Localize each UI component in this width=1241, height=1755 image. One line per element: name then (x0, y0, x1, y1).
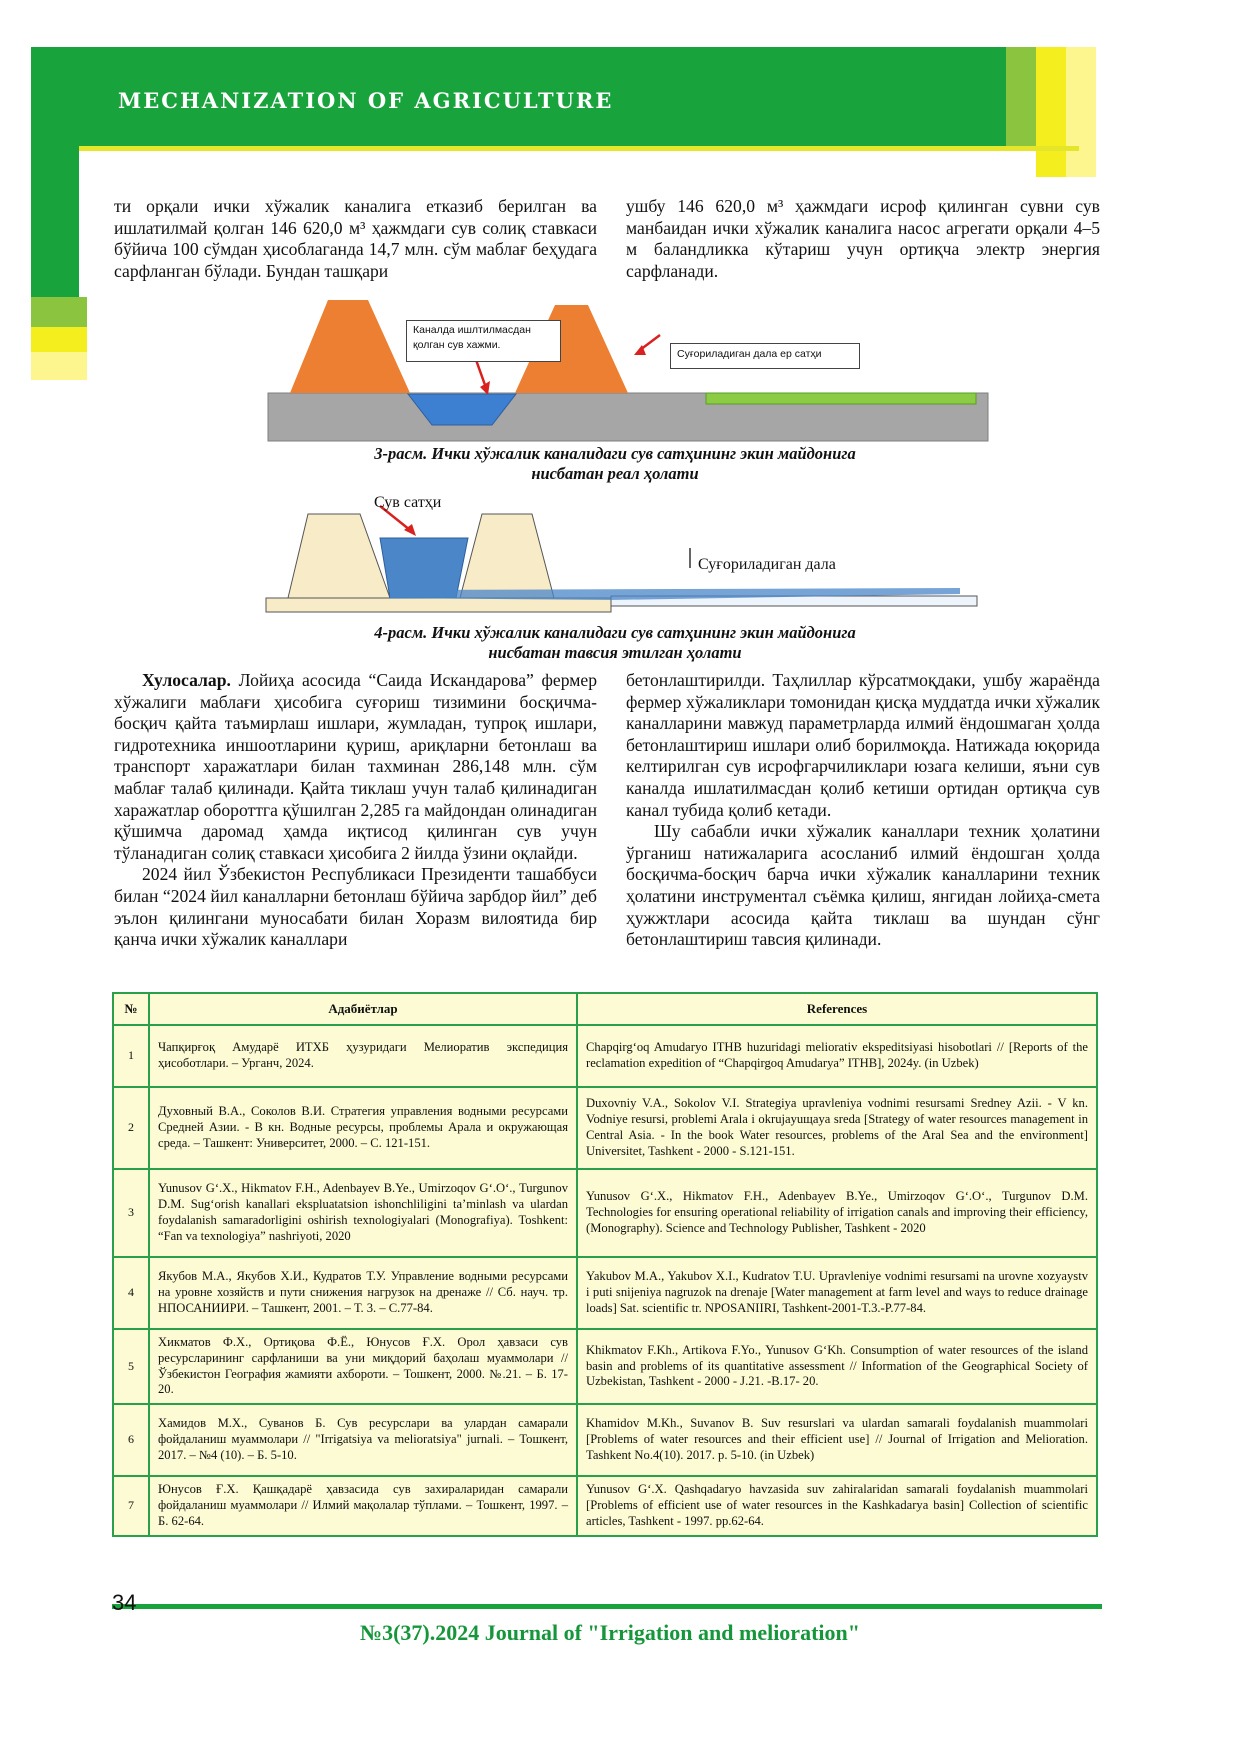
figure-3-caption (200, 444, 1030, 484)
intro-left-column (114, 196, 597, 282)
caption-line: 3-расм. Ички хўжалик каналидаги сув сатҳининг экин майдонига (374, 444, 856, 463)
header-stripe (1066, 47, 1096, 177)
reference-number: 4 (113, 1257, 149, 1329)
table-row (113, 1257, 1097, 1329)
reference-number: 3 (113, 1169, 149, 1257)
side-bar (31, 297, 87, 327)
reference-original: Yunusov G‘.X., Hikmatov F.H., Adenbayev B.Ye., Umirzoqov G‘.O‘., Turgunov D.M. Sug‘orish kanallari ekspluatatsion ishonchliligini ta’minlash va ulardan foydalanish samaradorligini oshirish texnologiyalari (Monografiya). Toshkent: “Fan va texnologiya” nashriyoti, 2020 (149, 1169, 577, 1257)
section-title: MECHANIZATION OF AGRICULTURE (118, 88, 614, 113)
reference-english: Khamidov M.Kh., Suvanov B. Suv resurslari va ulardan samarali foydalanish muammolari [Problems of water resources and their efficient use] // Journal of Irrigation and Melioration. Tashkent No.4(10). 2017. p. 5-10. (in Uzbek) (577, 1404, 1097, 1476)
reference-number: 1 (113, 1025, 149, 1087)
reference-number: 7 (113, 1476, 149, 1536)
figure-4-label-field: Суғориладиган дала (698, 556, 836, 573)
column-header-number: № (113, 993, 149, 1025)
reference-english: Yunusov G‘.X., Hikmatov F.H., Adenbayev B.Ye., Umirzoqov G‘.O‘., Turgunov D.M. Technologies for ensuring operational reliability of irrigation canals and improving their efficiency, (Monography). Science and Technology Publisher, Tashkent - 2020 (577, 1169, 1097, 1257)
conclusion-paragraph: бетонлаштирилди. Таҳлиллар кўрсатмоқдаки, ушбу жараёнда фермер хўжаликлари томонидан қисқа муддатда ички хўжалик каналларини мавжуд параметрларда илмий ёндошмаган ҳолда бетонлаштириш ишлари олиб борилмоқда. Натижада юқорида келтирилган сув исрофгарчиликлари юзага келиши, яъни сув каналда ишлатилмасдан қолиб кетиши ортидан ортиқча сув канал тубида қолиб кетади. (626, 670, 1100, 820)
conclusion-right-column (626, 670, 1100, 951)
intro-left-text: ти орқали ички хўжалик каналига етказиб берилган ва ишлатилмай қолган 146 620,0 м³ ҳажмдаги сув солиқ ставкаси бўйича 100 сўмдан ҳисоблаганда 14,7 млн. сўм маблағ беҳудага сарфланган бўлади. Бундан ташқари (114, 196, 597, 281)
figure-4-diagram (260, 490, 980, 615)
reference-english: Duxovniy V.A., Sokolov V.I. Strategiya upravleniya vodnimi resursami Sredney Azii. - V kn. Vodniye resursi, problemi Arala i okrujayuщaya sreda [Strategy of water resources management in Central Asia. - In the book Water resources, problems of the Aral Sea and the environment] Universitet, Tashkent - 2000 - S.121-151. (577, 1087, 1097, 1169)
table-row (113, 1169, 1097, 1257)
conclusion-paragraph: Шу сабабли ички хўжалик каналлари техник ҳолатини ўрганиш натижаларига асосланиб илмий ёндошган ҳолда босқичма-босқич барча ички хўжалик каналларини техник ҳолатини инструментал съёмка қилиш, янгидан лойиҳа-смета ҳужжтлари асосида қайта тиклаш ва шундан сўнг бетонлаштириш тавсия қилинади. (626, 821, 1100, 950)
footer-rule (112, 1604, 1102, 1609)
reference-english: Khikmatov F.Kh., Artikova F.Yo., Yunusov G‘Kh. Consumption of water resources of the island basin and problems of its quantitative assessment // Information of the Geographical Society of Uzbekistan, Tashkent - 2000 - J.21. -B.17- 20. (577, 1329, 1097, 1404)
side-bar (31, 327, 87, 352)
reference-original: Якубов М.А., Якубов Х.И., Кудратов Т.У. Управление водными ресурсами на уровне хозяйств и пути снижения нагрузок на дренаже // Сб. науч. тр. НПОСАНИИРИ. – Ташкент, 2001. – Т. 3. – С.77-84. (149, 1257, 577, 1329)
reference-original: Хикматов Ф.Х., Ортиқова Ф.Ё., Юнусов Ғ.Х. Орол ҳавзаси сув ресурсларининг сарфланиши ва уни миқдорий баҳолаш муаммолари // Ўзбекистон География жамияти ахбороти. – Тошкент, 2000. №.21. – Б. 17- 20. (149, 1329, 577, 1404)
table-row (113, 1476, 1097, 1536)
reference-english: Yunusov G‘.X. Qashqadaryo havzasida suv zahiralaridan samarali foydalanish muammolari [Problems of efficient use of water resources in the Kashkadarya basin] Collection of scientific articles, Tashkent - 1997. pp.62-64. (577, 1476, 1097, 1536)
conclusion-left-column (114, 670, 597, 951)
reference-number: 5 (113, 1329, 149, 1404)
side-bar (31, 352, 87, 380)
figure-3-diagram (260, 295, 995, 445)
column-header-references: References (577, 993, 1097, 1025)
figure-4-label-water: Сув сатҳи (374, 494, 442, 511)
side-bar (31, 147, 79, 297)
conclusion-heading: Хулосалар. (142, 670, 231, 690)
table-header-row (113, 993, 1097, 1025)
canal-water (380, 538, 468, 598)
reference-original: Хамидов М.Х., Суванов Б. Сув ресурслари ва улардан самарали фойдаланиш муаммолари // "Irrigatsiya va melioratsiya" jurnali. – Тошкент, 2017. – №4 (10). – Б. 5-10. (149, 1404, 577, 1476)
ground-base (266, 598, 611, 612)
reference-original: Чапқирғоқ Амударё ИТХБ ҳузуридаги Мелиоратив экспедиция ҳисоботлари. – Урганч, 2024. (149, 1025, 577, 1087)
journal-footer: №3(37).2024 Journal of "Irrigation and melioration" (360, 1620, 860, 1645)
canal-bank-left (290, 300, 410, 393)
intro-right-text: ушбу 146 620,0 м³ ҳажмдаги исроф қилинган сувни сув манбаидан ички хўжалик каналига насос агрегати орқали 4–5 м баландликка кўтариш учун ортиқча электр энергия сарфланади. (626, 196, 1100, 281)
header-notch (79, 147, 1031, 177)
reference-english: Yakubov M.A., Yakubov X.I., Kudratov T.U. Upravleniye vodnimi resursami na urovne xozyaystv i puti snijeniya nagruzok na drenaje [Water management at farm level and ways to reduce drainage loads] Sat. scientific tr. NPOSANIIRI, Tashkent-2001-T.3.-P.77-84. (577, 1257, 1097, 1329)
conclusion-paragraph: 2024 йил Ўзбекистон Республикаси Президенти ташаббуси билан “2024 йил каналларни бетонлаш бўйича зарбдор йил” деб эълон қилингани муносабати билан Хоразм вилоятида бир қанча ички хўжалик каналлари (114, 864, 597, 950)
references-table (112, 992, 1098, 1537)
caption-line: 4-расм. Ички хўжалик каналидаги сув сатҳининг экин майдонига (374, 623, 856, 642)
figure-4-caption (200, 623, 1030, 663)
figure-3-label-field: Суғориладиган дала ер сатҳи (670, 343, 860, 369)
reference-english: Chapqirg‘oq Amudaryo ITHB huzuridagi meliorativ ekspeditsiyasi hisobotlari // [Reports of the reclamation expedition of “Chapqirgoq Amudarya” ITHB], 2024y. (in Uzbek) (577, 1025, 1097, 1087)
header-rule (79, 146, 1079, 151)
table-row (113, 1087, 1097, 1169)
table-row (113, 1025, 1097, 1087)
reference-number: 6 (113, 1404, 149, 1476)
caption-line: нисбатан реал ҳолати (531, 464, 699, 483)
canal-bank-right (460, 514, 554, 598)
table-row (113, 1404, 1097, 1476)
figure-3-label-water: Каналда ишлтилмасдан қолган сув хажми. (406, 320, 561, 362)
reference-original: Духовный В.А., Соколов В.И. Стратегия управления водными ресурсами Средней Азии. - В кн. Водные ресурсы, проблемы Арала и окружающая среда. – Ташкент: Университет, 2000. – С. 121-151. (149, 1087, 577, 1169)
reference-number: 2 (113, 1087, 149, 1169)
caption-line: нисбатан тавсия этилган ҳолати (488, 643, 742, 662)
table-row (113, 1329, 1097, 1404)
reference-original: Юнусов Ғ.Х. Қашқадарё ҳавзасида сув захираларидан самарали фойдаланиш муаммолари // Илмий мақолалар тўплами. – Тошкент, 1997. – Б. 62-64. (149, 1476, 577, 1536)
canal-bank-left (288, 514, 390, 598)
header-stripe (1006, 47, 1036, 147)
intro-right-column (626, 196, 1100, 282)
page-number: 34 (112, 1590, 137, 1615)
header-stripe (1036, 47, 1066, 177)
column-header-original: Адабиётлар (149, 993, 577, 1025)
conclusion-paragraph: Лойиҳа асосида “Саида Искандарова” фермер хўжалиги маблағи ҳисобига суғориш тизимини босқичма-босқич қайта таъмирлаш ишлари, жумладан, тупроқ ишлари, гидротехника иншоотларини қуриш, ариқларни бетонлаш ва транспорт харажатлари билан тахминан 286,148 млн. сўм маблағ талаб қилинади. Қайта тиклаш учун талаб қилинадиган харажатлар обороттга қўшилган 2,285 га майдондан олинадиган қўшимча даромад ҳамда иқтисод қилинган сув учун тўланадиган солиқ ставкаси ҳисобига 2 йилда ўзини оқлайди. (114, 670, 597, 863)
irrigated-field (706, 393, 976, 404)
